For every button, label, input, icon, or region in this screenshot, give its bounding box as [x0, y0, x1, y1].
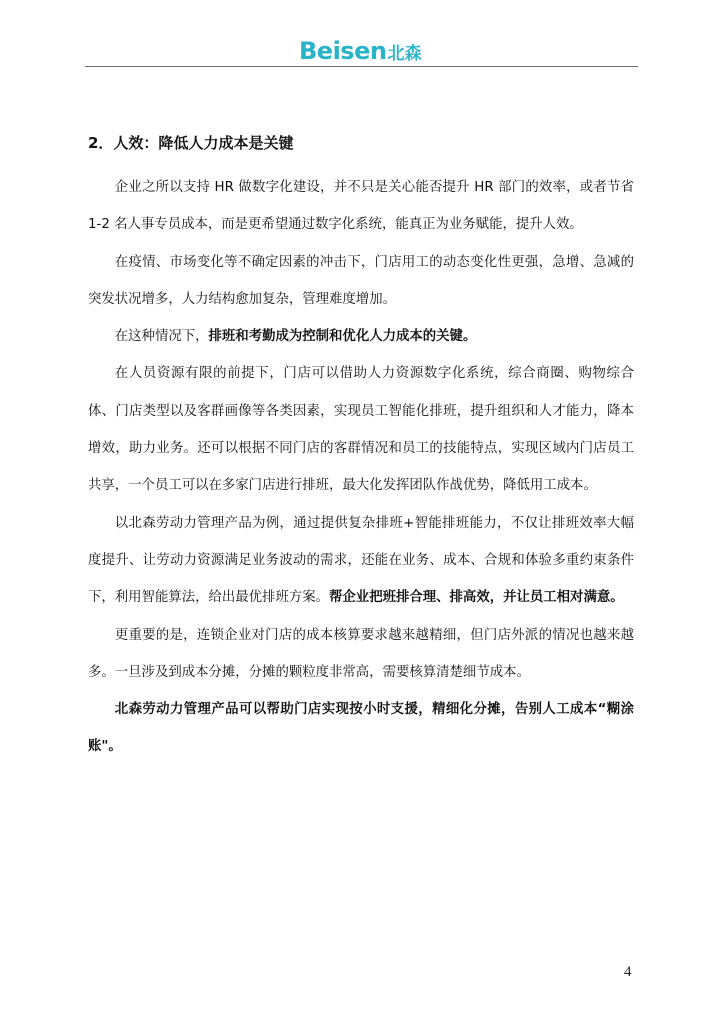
paragraph-6-text: 更重要的是，连锁企业对门店的成本核算要求越来越精细，但门店外派的情况也越来越多。一旦涉及到成本分摊，分摊的颗粒度非常高，需要核算清楚细节成本。	[88, 627, 634, 680]
logo-cjk-text: 北森	[387, 44, 422, 64]
logo-latin-text: Beisen	[299, 37, 387, 65]
page-header	[85, 36, 638, 67]
paragraph-2	[88, 244, 634, 319]
paragraph-4	[88, 355, 634, 504]
beisen-logo	[299, 38, 421, 64]
paragraph-7-bold: 北森劳动力管理产品可以帮助门店实现按小时支援，精细化分摊，告别人工成本“糊涂账"。	[88, 702, 634, 755]
paragraph-6	[88, 617, 634, 692]
paragraph-4-text: 在人员资源有限的前提下，门店可以借助人力资源数字化系统，综合商圈、购物综合体、门店类型以及客群画像等各类因素，实现员工智能化排班，提升组织和人才能力，降本增效，助力业务。还可以根据不同门店的客群情况和员工的技能特点，实现区域内门店员工共享，一个员工可以在多家门店进行排班，最大化发挥团队作战优势，降低用工成本。	[88, 366, 634, 494]
paragraph-3-text: 在这种情况下，	[114, 329, 209, 345]
paragraph-7	[88, 691, 634, 766]
paragraph-5	[88, 505, 634, 617]
paragraph-5-text: 以北森劳动力管理产品为例，通过提供复杂排班+智能排班能力，不仅让排班效率大幅度提升、让劳动力资源满足业务波动的需求，还能在业务、成本、合规和体验多重约束条件下，利用智能算法，给出最优排班方案。	[88, 515, 634, 606]
paragraph-3-bold: 排班和考勤成为控制和优化人力成本的关键。	[208, 329, 477, 345]
document-body	[88, 126, 634, 766]
paragraph-1-text: 企业之所以支持 HR 做数字化建设，并不只是关心能否提升 HR 部门的效率，或者节省 1-2 名人事专员成本，而是更希望通过数字化系统，能真正为业务赋能，提升人效。	[88, 180, 634, 233]
paragraph-1	[88, 169, 634, 244]
paragraph-2-text: 在疫情、市场变化等不确定因素的冲击下，门店用工的动态变化性更强，急增、急减的突发状况增多，人力结构愈加复杂，管理难度增加。	[88, 254, 634, 307]
paragraph-5-bold: 帮企业把班排合理、排高效，并让员工相对满意。	[329, 590, 624, 606]
paragraph-3	[88, 318, 634, 355]
page-number: 4	[624, 964, 632, 980]
section-heading: 2．人效：降低人力成本是关键	[88, 134, 294, 152]
